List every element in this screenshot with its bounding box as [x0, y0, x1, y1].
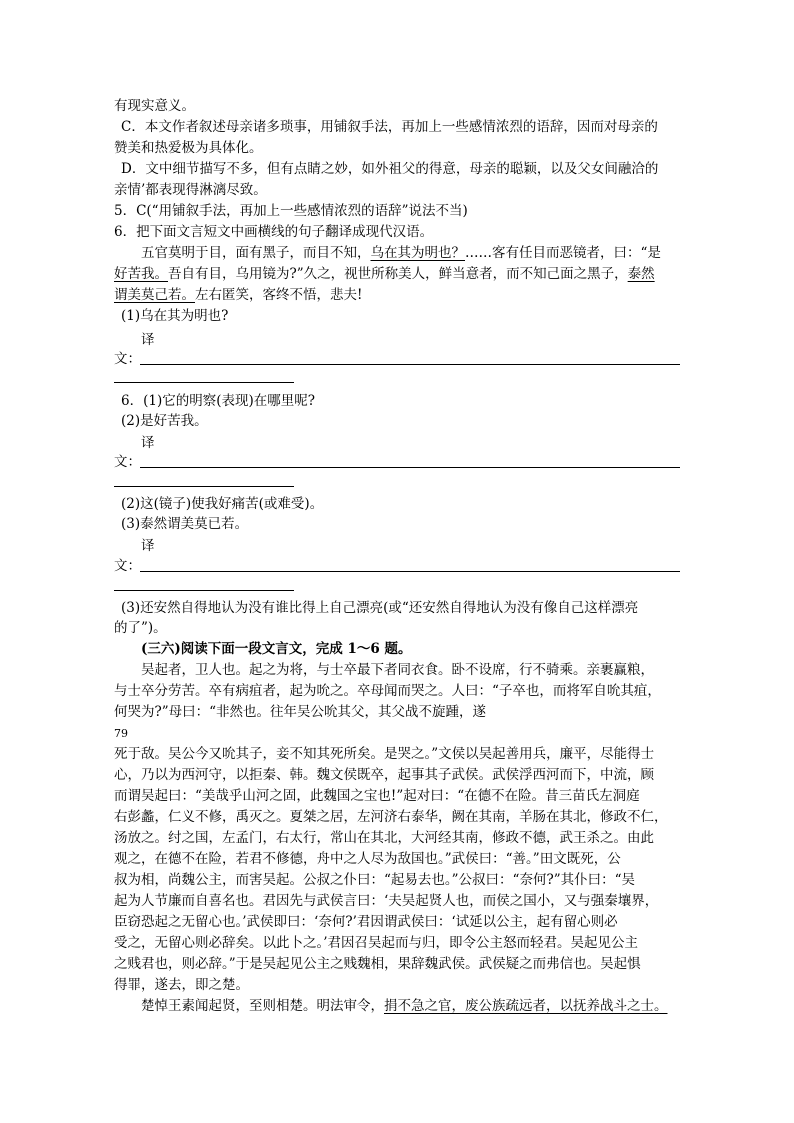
translation-label: 文：	[114, 351, 141, 367]
answer-6-3: (3)还安然自得地认为没有谁比得上自己漂亮(或“还安然自得地认为没有像自己这样漂亮	[121, 600, 639, 616]
underlined-sentence: 谓美莫己若。	[114, 287, 195, 303]
answer-line	[114, 486, 294, 487]
passage-line: 受之，无留心则必辞矣。以此卜之。’君因召吴起而与归，即令公主怒而轻君。吴起见公主	[114, 935, 639, 951]
passage-line: 与士卒分劳苦。卒有病疽者，起为吮之。卒母闻而哭之。人曰：“子卒也，而将军自吮其疽，	[114, 683, 661, 699]
passage-text: 楚悼王素闻起贤，至则相楚。明法审令，	[141, 998, 384, 1014]
answer-line	[140, 364, 680, 365]
passage-line	[141, 996, 668, 1016]
passage-text: 吾自有目，乌用镜为?”久之，视世所称美人，鲜当意者，而不知己面之黑子，	[168, 266, 628, 282]
underlined-sentence: 捐不急之官，废公族疏远者，以抚养战斗之士。	[384, 998, 668, 1014]
passage-text: 五官莫明于目，面有黑子，而目不知，	[141, 245, 371, 261]
passage-line	[114, 285, 362, 305]
answer-6-2: (2)这(镜子)使我好痛苦(或难受)。	[121, 496, 324, 512]
section-heading: (三六)阅读下面一段文言文，完成 1～6 题。	[141, 641, 412, 657]
option-c: C．本文作者叙述母亲诸多琐事，用铺叙手法，再加上一些感情浓烈的语辞，因而对母亲的	[121, 119, 658, 135]
sub-question-2: (2)是好苦我。	[121, 413, 208, 429]
passage-text: ……客有任目而恶镜者，曰：“是	[465, 245, 661, 261]
passage-line	[141, 243, 661, 263]
text-line: 的了”)。	[114, 620, 167, 636]
translation-label: 文：	[114, 454, 141, 470]
translation-label: 译	[141, 435, 155, 451]
passage-line: 何哭为?”母曰：“非然也。往年吴公吮其父，其父战不旋踵，遂	[114, 704, 487, 720]
answer-6-1: 6．(1)它的明察(表现)在哪里呢?	[121, 393, 315, 409]
page-number: 79	[114, 727, 128, 740]
text-line: 亲情’都表现得淋漓尽致。	[114, 182, 267, 198]
passage-line: 吴起者，卫人也。起之为将，与士卒最下者同衣食。卧不设席，行不骑乘。亲裹赢粮，	[141, 662, 654, 678]
passage-line: 而谓吴起曰：“美哉乎山河之固，此魏国之宝也!”起对曰：“在德不在险。昔三苗氏左洞庭	[114, 788, 640, 804]
question-6: 6．把下面文言短文中画横线的句子翻译成现代汉语。	[114, 224, 434, 240]
option-d: D．文中细节描写不多，但有点睛之妙，如外祖父的得意，母亲的聪颖，以及父女间融洽的	[121, 161, 659, 177]
passage-line: 起为人节廉而自喜名也。君因先与武侯言曰：‘夫吴起贤人也，而侯之国小，又与强秦壤界，	[114, 893, 659, 909]
underlined-sentence: 泰然	[627, 266, 655, 282]
answer-line	[114, 590, 294, 591]
passage-line: 臣窃恐起之无留心也。’武侯即曰：‘奈何?’君因谓武侯曰：‘试延以公主，起有留心则必	[114, 914, 618, 930]
answer-line	[114, 382, 294, 383]
answer-line	[140, 467, 680, 468]
sub-question-3: (3)泰然谓美莫已若。	[121, 516, 249, 532]
translation-label: 译	[141, 332, 155, 348]
translation-label: 译	[141, 538, 155, 554]
passage-line: 死于敌。吴公今又吮其子，妾不知其死所矣。是哭之。”文侯以吴起善用兵，廉平，尽能得士	[114, 746, 655, 762]
passage-line: 心，乃以为西河守，以拒秦、韩。魏文侯既卒，起事其子武侯。武侯浮西河而下，中流，顾	[114, 767, 654, 783]
underlined-sentence: 乌在其为明也？	[370, 245, 465, 261]
text-line: 有现实意义。	[114, 98, 195, 114]
passage-line: 得罪，遂去，即之楚。	[114, 977, 249, 993]
answer-line	[140, 571, 680, 572]
passage-line: 叔为相，尚魏公主，而害吴起。公叔之仆曰：“起易去也。”公叔曰：“奈何?”其仆曰：“吴	[114, 872, 635, 888]
translation-label: 文：	[114, 558, 141, 574]
passage-line: 右彭蠡，仁义不修，禹灭之。夏桀之居，左河济右泰华，阙在其南，羊肠在其北，修政不仁，	[114, 809, 668, 825]
passage-line: 之贱君也，则必辞。”于是吴起见公主之贱魏相，果辞魏武侯。武侯疑之而弗信也。吴起惧	[114, 956, 641, 972]
passage-text: 左右匿笑，客终不悟，悲夫!	[195, 287, 363, 303]
passage-line: 汤放之。纣之国，左孟门，右太行，常山在其北，大河经其南，修政不德，武王杀之。由此	[114, 830, 654, 846]
text-line: 赞美和热爱极为具体化。	[114, 140, 263, 156]
passage-line	[114, 264, 655, 284]
answer-5: 5．C(“用铺叙手法，再加上一些感情浓烈的语辞”说法不当)	[114, 203, 468, 219]
underlined-sentence: 好苦我。	[114, 266, 168, 282]
passage-line: 观之，在德不在险，若君不修德，舟中之人尽为敌国也。”武侯曰：“善。”田文既死，公	[114, 851, 621, 867]
sub-question-1: (1)乌在其为明也?	[121, 308, 229, 324]
